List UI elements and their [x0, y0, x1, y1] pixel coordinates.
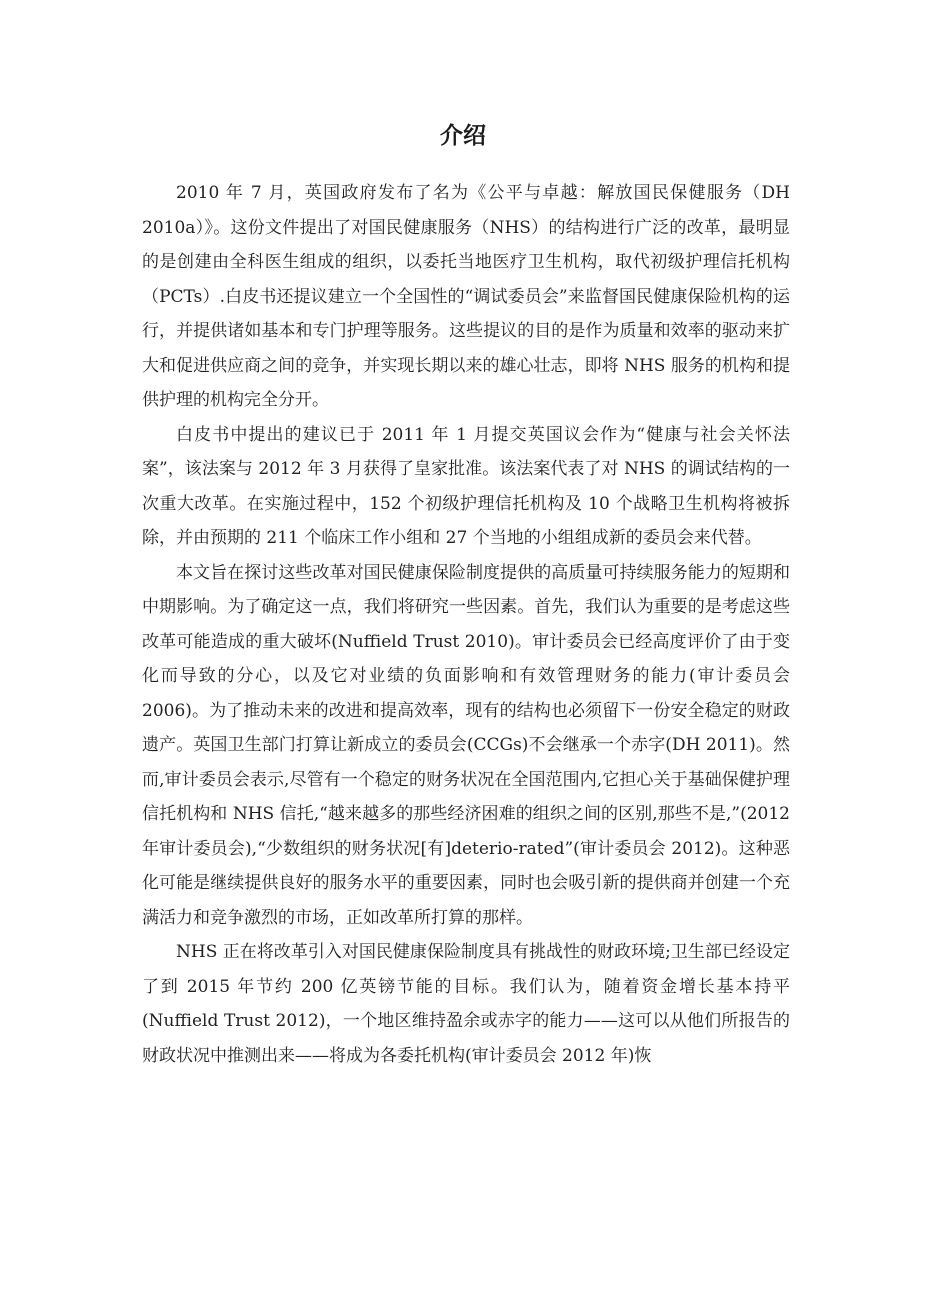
- document-body: [142, 176, 790, 1073]
- paragraph-1: 2010 年 7 月，英国政府发布了名为《公平与卓越：解放国民保健服务（DH 2010a）》。这份文件提出了对国民健康服务（NHS）的结构进行广泛的改革，最明显的是创建由全科医生组成的组织，以委托当地医疗卫生机构，取代初级护理信托机构（PCTs）.白皮书还提议建立一个全国性的“调试委员会”来监督国民健康保险机构的运行，并提供诸如基本和专门护理等服务。这些提议的目的是作为质量和效率的驱动来扩大和促进供应商之间的竞争，并实现长期以来的雄心壮志，即将 NHS 服务的机构和提供护理的机构完全分开。: [142, 183, 790, 410]
- paragraph-3: 本文旨在探讨这些改革对国民健康保险制度提供的高质量可持续服务能力的短期和中期影响。为了确定这一点，我们将研究一些因素。首先，我们认为重要的是考虑这些改革可能造成的重大破坏(Nuffield Trust 2010)。审计委员会已经高度评价了由于变化而导致的分心，以及它对业绩的负面影响和有效管理财务的能力(审计委员会 2006)。为了推动未来的改进和提高效率，现有的结构也必须留下一份安全稳定的财政遗产。英国卫生部门打算让新成立的委员会(CCGs)不会继承一个赤字(DH 2011)。然而,审计委员会表示,尽管有一个稳定的财务状况在全国范围内,它担心关于基础保健护理信托机构和 NHS 信托,“越来越多的那些经济困难的组织之间的区别,那些不是,”(2012 年审计委员会),“少数组织的财务状况[有]deterio-rated”(审计委员会 2012)。这种恶化可能是继续提供良好的服务水平的重要因素，同时也会吸引新的提供商并创建一个充满活力和竞争激烈的市场，正如改革所打算的那样。: [142, 562, 790, 928]
- paragraph-4: NHS 正在将改革引入对国民健康保险制度具有挑战性的财政环境;卫生部已经设定了到 2015 年节约 200 亿英镑节能的目标。我们认为，随着资金增长基本持平(Nuffield Trust 2012)，一个地区维持盈余或赤字的能力——这可以从他们所报告的财政状况中推测出来——将成为各委托机构(审计委员会 2012 年)恢: [142, 942, 790, 1066]
- page-title: 介绍: [440, 123, 486, 149]
- paragraph-2: 白皮书中提出的建议已于 2011 年 1 月提交英国议会作为“健康与社会关怀法案”，该法案与 2012 年 3 月获得了皇家批准。该法案代表了对 NHS 的调试结构的一次重大改革。在实施过程中，152 个初级护理信托机构及 10 个战略卫生机构将被拆除，并由预期的 211 个临床工作小组和 27 个当地的小组组成新的委员会来代替。: [142, 424, 790, 548]
